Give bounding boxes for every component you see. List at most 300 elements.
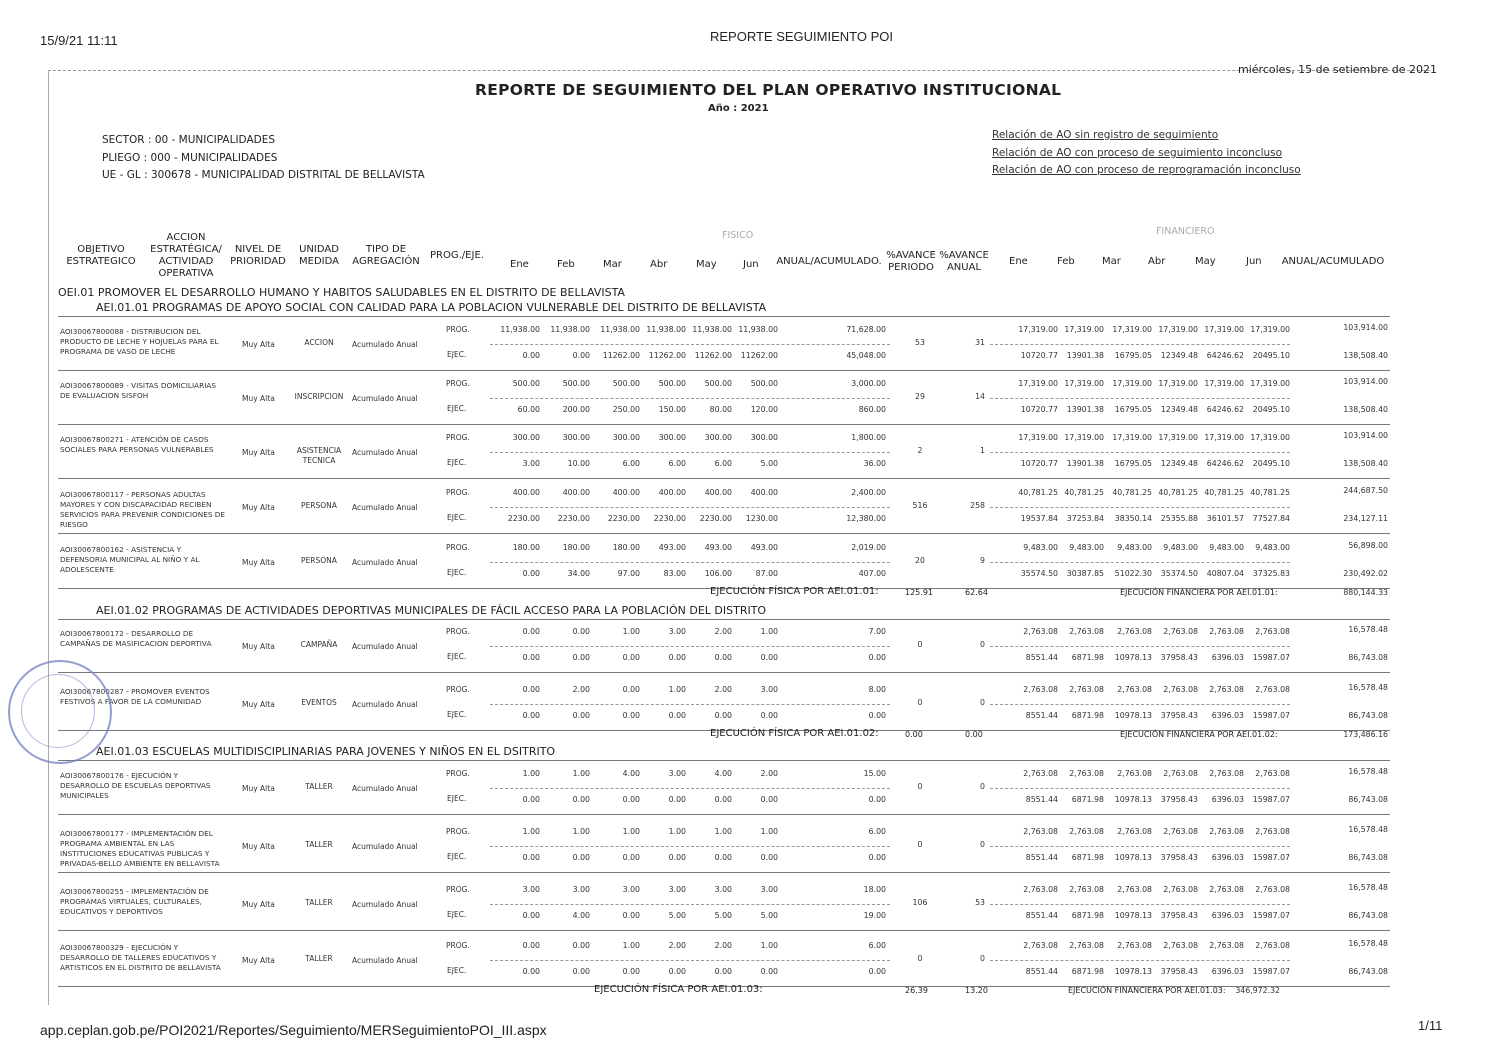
prog-value: 300.00: [562, 433, 590, 442]
prog-total: 1,800.00: [851, 433, 886, 442]
row-divider-financiero: [990, 960, 1290, 961]
fin-prog-total: 16,578.48: [1348, 825, 1388, 834]
aggregation-type: Acumulado Anual: [352, 558, 418, 567]
prog-label: PROG.: [446, 769, 470, 778]
ejec-value: 11262.00: [740, 351, 778, 360]
ejec-value: 250.00: [612, 405, 640, 414]
row-divider-fisico: [490, 562, 890, 563]
month-fisico-mar: Mar: [603, 259, 622, 270]
prog-value: 2.00: [714, 627, 732, 636]
fin-prog-value: 2,763.08: [1255, 885, 1290, 894]
aggregation-type: Acumulado Anual: [352, 956, 418, 965]
prog-value: 180.00: [612, 543, 640, 552]
fin-prog-value: 2,763.08: [1209, 827, 1244, 836]
prog-label: PROG.: [446, 627, 470, 636]
prog-value: 300.00: [750, 433, 778, 442]
fin-prog-total: 16,578.48: [1348, 939, 1388, 948]
ejec-value: 5.00: [668, 911, 686, 920]
prog-value: 500.00: [512, 379, 540, 388]
ejec-value: 0.00: [522, 967, 540, 976]
subtotal-fisico-anual: 13.20: [965, 986, 988, 995]
fin-prog-total: 103,914.00: [1343, 323, 1388, 332]
unit-measure: INSCRIPCION: [294, 392, 344, 401]
ejec-value: 5.00: [714, 911, 732, 920]
fin-ejec-value: 10720.77: [1020, 351, 1058, 360]
row-separator: [58, 424, 1390, 425]
fin-ejec-value: 6871.98: [1071, 911, 1104, 920]
col-avance-anual: %AVANCE ANUAL: [939, 250, 989, 273]
priority-level: Muy Alta: [242, 842, 275, 851]
activity-name: AOI30067800162 - ASISTENCIA Y DEFENSORIA MUNICIPAL AL NIÑO Y AL ADOLESCENTE: [60, 545, 200, 574]
ejec-value: 2230.00: [607, 514, 640, 523]
fin-prog-value: 2,763.08: [1023, 827, 1058, 836]
ejec-value: 0.00: [760, 653, 778, 662]
prog-value: 11,938.00: [600, 325, 640, 334]
ejec-value: 5.00: [760, 459, 778, 468]
prog-value: 11,938.00: [692, 325, 732, 334]
prog-label: PROG.: [446, 433, 470, 442]
col-objetivo: OBJETIVO ESTRATEGICO: [66, 244, 136, 267]
row-divider-fisico: [490, 960, 890, 961]
fin-ejec-total: 86,743.08: [1348, 653, 1388, 662]
fin-ejec-value: 35374.50: [1160, 569, 1198, 578]
report-year: Año : 2021: [708, 103, 769, 114]
fin-prog-value: 2,763.08: [1163, 685, 1198, 694]
prog-value: 3.00: [668, 885, 686, 894]
row-divider-financiero: [990, 398, 1290, 399]
avance-anual: 0: [980, 640, 985, 649]
pliego-info: PLIEGO : 000 - MUNICIPALIDADES: [102, 152, 278, 164]
subtotal-fisico-label: EJECUCIÓN FÍSICA POR AEI.01.03:: [594, 984, 763, 995]
priority-level: Muy Alta: [242, 900, 275, 909]
row-divider-financiero: [990, 562, 1290, 563]
prog-value: 1.00: [714, 827, 732, 836]
col-anual-fisico: ANUAL/ACUMULADO.: [776, 256, 882, 267]
ejec-label: EJEC.: [447, 404, 467, 413]
fin-ejec-value: 12349.48: [1160, 459, 1198, 468]
avance-anual: 0: [980, 698, 985, 707]
ejec-value: 150.00: [658, 405, 686, 414]
ejec-value: 200.00: [562, 405, 590, 414]
avance-anual: 14: [975, 392, 985, 401]
fin-ejec-value: 20495.10: [1252, 405, 1290, 414]
avance-periodo: 0: [917, 782, 923, 791]
aggregation-type: Acumulado Anual: [352, 842, 418, 851]
ejec-value: 3.00: [522, 459, 540, 468]
prog-value: 11,938.00: [738, 325, 778, 334]
prog-value: 400.00: [562, 488, 590, 497]
fin-prog-value: 2,763.08: [1255, 827, 1290, 836]
fin-ejec-value: 16795.05: [1114, 459, 1152, 468]
ue-info: UE - GL : 300678 - MUNICIPALIDAD DISTRITAL DE BELLAVISTA: [102, 169, 425, 181]
fin-prog-value: 17,319.00: [1250, 433, 1290, 442]
prog-value: 1.00: [622, 627, 640, 636]
fin-prog-value: 17,319.00: [1250, 325, 1290, 334]
prog-value: 3.00: [760, 685, 778, 694]
fin-ejec-value: 6396.03: [1211, 853, 1244, 862]
row-separator: [58, 478, 1390, 479]
ejec-value: 83.00: [663, 569, 686, 578]
ejec-value: 0.00: [522, 351, 540, 360]
fin-prog-total: 103,914.00: [1343, 431, 1388, 440]
ejec-label: EJEC.: [447, 966, 467, 975]
col-anual-financiero: ANUAL/ACUMULADO: [1281, 256, 1385, 267]
unit-measure: PERSONA: [301, 556, 337, 565]
fin-prog-value: 2,763.08: [1255, 769, 1290, 778]
month-fisico-jun: Jun: [743, 259, 759, 270]
ejec-value: 87.00: [755, 569, 778, 578]
unit-measure: PERSONA: [301, 501, 337, 510]
ejec-value: 0.00: [668, 795, 686, 804]
fin-ejec-value: 10978.13: [1114, 795, 1152, 804]
prog-value: 4.00: [714, 769, 732, 778]
fin-ejec-value: 10978.13: [1114, 853, 1152, 862]
month-financiero-may: May: [1195, 256, 1216, 267]
report-frame-top: [48, 70, 1430, 71]
ejec-total: 0.00: [868, 853, 886, 862]
prog-value: 3.00: [668, 769, 686, 778]
ejec-value: 0.00: [522, 711, 540, 720]
subtotal-financiero-label: EJECUCIÓN FINANCIERA POR AEI.01.01:: [1120, 588, 1278, 597]
prog-value: 1.00: [572, 827, 590, 836]
ejec-value: 0.00: [760, 967, 778, 976]
fin-prog-value: 40,781.25: [1250, 488, 1290, 497]
fin-ejec-value: 30387.85: [1066, 569, 1104, 578]
fin-prog-total: 56,898.00: [1348, 541, 1388, 550]
avance-periodo: 29: [915, 392, 925, 401]
priority-level: Muy Alta: [242, 558, 275, 567]
subtotal-financiero-label: EJECUCIÓN FINANCIERA POR AEI.01.02:: [1120, 730, 1278, 739]
prog-value: 500.00: [658, 379, 686, 388]
prog-value: 1.00: [572, 769, 590, 778]
sector-info: SECTOR : 00 - MUNICIPALIDADES: [102, 134, 276, 146]
row-divider-financiero: [990, 344, 1290, 345]
report-date: miércoles, 15 de setiembre de 2021: [1238, 63, 1438, 76]
activity-name: AOI30067800089 - VISITAS DOMICILIARIAS DE EVALUACION SISFOH: [60, 381, 216, 400]
ejec-total: 45,048.00: [846, 351, 886, 360]
ejec-value: 0.00: [522, 911, 540, 920]
fin-prog-value: 2,763.08: [1209, 941, 1244, 950]
ejec-value: 0.00: [668, 711, 686, 720]
prog-total: 18.00: [863, 885, 886, 894]
fin-prog-value: 17,319.00: [1158, 379, 1198, 388]
month-fisico-may: May: [696, 259, 717, 270]
prog-label: PROG.: [446, 885, 470, 894]
fin-ejec-total: 86,743.08: [1348, 911, 1388, 920]
unit-measure: TALLER: [305, 898, 333, 907]
ejec-value: 2230.00: [557, 514, 590, 523]
aggregation-type: Acumulado Anual: [352, 784, 418, 793]
prog-value: 400.00: [750, 488, 778, 497]
fin-prog-value: 9,483.00: [1117, 543, 1152, 552]
fin-ejec-value: 37958.43: [1160, 711, 1198, 720]
ejec-value: 0.00: [714, 653, 732, 662]
prog-value: 0.00: [522, 941, 540, 950]
link-ao-reprogramacion-inconcluso[interactable]: Relación de AO con proceso de reprogramación inconcluso: [992, 164, 1301, 176]
prog-label: PROG.: [446, 827, 470, 836]
ejec-value: 0.00: [622, 967, 640, 976]
prog-value: 500.00: [750, 379, 778, 388]
priority-level: Muy Alta: [242, 956, 275, 965]
ejec-total: 0.00: [868, 967, 886, 976]
fin-prog-value: 17,319.00: [1158, 433, 1198, 442]
fin-prog-value: 2,763.08: [1163, 769, 1198, 778]
ejec-label: EJEC.: [447, 513, 467, 522]
row-divider-fisico: [490, 507, 890, 508]
avance-anual: 0: [980, 782, 985, 791]
oei-title: OEI.01 PROMOVER EL DESARROLLO HUMANO Y HABITOS SALUDABLES EN EL DISTRITO DE BELLAVISTA: [58, 286, 625, 299]
fin-ejec-value: 20495.10: [1252, 459, 1290, 468]
fin-ejec-value: 15987.07: [1252, 967, 1290, 976]
ejec-value: 0.00: [714, 853, 732, 862]
fin-prog-value: 2,763.08: [1163, 627, 1198, 636]
fin-prog-total: 16,578.48: [1348, 767, 1388, 776]
ejec-label: EJEC.: [447, 568, 467, 577]
fin-prog-value: 2,763.08: [1163, 941, 1198, 950]
ejec-value: 60.00: [517, 405, 540, 414]
prog-value: 400.00: [704, 488, 732, 497]
row-divider-fisico: [490, 398, 890, 399]
avance-anual: 1: [980, 446, 985, 455]
fin-ejec-value: 6871.98: [1071, 795, 1104, 804]
fin-prog-total: 103,914.00: [1343, 377, 1388, 386]
month-financiero-ene: Ene: [1009, 256, 1028, 267]
prog-value: 1.00: [622, 941, 640, 950]
prog-value: 300.00: [704, 433, 732, 442]
fin-prog-value: 9,483.00: [1163, 543, 1198, 552]
avance-anual: 0: [980, 954, 985, 963]
ejec-value: 11262.00: [694, 351, 732, 360]
fin-ejec-value: 13901.38: [1066, 351, 1104, 360]
prog-value: 1.00: [622, 827, 640, 836]
fin-prog-value: 2,763.08: [1163, 885, 1198, 894]
col-prog-eje: PROG./EJE.: [430, 250, 484, 261]
ejec-value: 0.00: [572, 711, 590, 720]
month-financiero-mar: Mar: [1102, 256, 1121, 267]
fin-ejec-value: 12349.48: [1160, 351, 1198, 360]
prog-label: PROG.: [446, 488, 470, 497]
fin-ejec-value: 37958.43: [1160, 853, 1198, 862]
ejec-label: EJEC.: [447, 350, 467, 359]
fin-ejec-value: 8551.44: [1025, 967, 1058, 976]
fin-ejec-value: 20495.10: [1252, 351, 1290, 360]
ejec-label: EJEC.: [447, 794, 467, 803]
link-ao-sin-registro[interactable]: Relación de AO sin registro de seguimiento: [992, 129, 1219, 141]
ejec-value: 0.00: [714, 711, 732, 720]
prog-total: 8.00: [868, 685, 886, 694]
fin-prog-value: 2,763.08: [1023, 885, 1058, 894]
ejec-value: 0.00: [572, 967, 590, 976]
col-nivel: NIVEL DE PRIORIDAD: [230, 244, 286, 267]
aggregation-type: Acumulado Anual: [352, 700, 418, 709]
unit-measure: ACCION: [304, 338, 334, 347]
prog-value: 2.00: [714, 685, 732, 694]
ejec-value: 0.00: [760, 795, 778, 804]
prog-value: 500.00: [562, 379, 590, 388]
priority-level: Muy Alta: [242, 784, 275, 793]
fin-prog-total: 16,578.48: [1348, 683, 1388, 692]
fin-ejec-total: 230,492.02: [1343, 569, 1388, 578]
subtotal-fisico-label: EJECUCIÓN FÍSICA POR AEI.01.02:: [710, 728, 879, 739]
fin-ejec-total: 86,743.08: [1348, 795, 1388, 804]
report-title: REPORTE DE SEGUIMIENTO DEL PLAN OPERATIVO INSTITUCIONAL: [475, 81, 1062, 99]
fin-prog-value: 2,763.08: [1255, 941, 1290, 950]
fin-prog-value: 40,781.25: [1112, 488, 1152, 497]
fin-ejec-value: 64246.62: [1206, 459, 1244, 468]
prog-value: 400.00: [658, 488, 686, 497]
fin-ejec-value: 6396.03: [1211, 653, 1244, 662]
avance-periodo: 0: [917, 840, 923, 849]
link-ao-seguimiento-inconcluso[interactable]: Relación de AO con proceso de seguimiento inconcluso: [992, 147, 1283, 159]
unit-measure: TALLER: [305, 782, 333, 791]
fin-ejec-value: 37325.83: [1252, 569, 1290, 578]
print-datetime: 15/9/21 11:11: [40, 33, 118, 48]
fin-prog-value: 2,763.08: [1069, 941, 1104, 950]
subtotal-financiero-total: 346,972.32: [1235, 986, 1280, 995]
fin-ejec-value: 8551.44: [1025, 853, 1058, 862]
subtotal-fisico-periodo: 0.00: [905, 730, 923, 739]
fin-prog-value: 17,319.00: [1112, 325, 1152, 334]
priority-level: Muy Alta: [242, 340, 275, 349]
priority-level: Muy Alta: [242, 503, 275, 512]
fin-ejec-value: 10720.77: [1020, 459, 1058, 468]
fin-ejec-value: 8551.44: [1025, 653, 1058, 662]
activity-name: AOI30067800172 - DESARROLLO DE CAMPAÑAS DE MASIFICACION DEPORTIVA: [60, 629, 212, 648]
col-tipo: TIPO DE AGREGACIÓN: [352, 244, 420, 267]
prog-value: 3.00: [622, 885, 640, 894]
prog-value: 0.00: [522, 627, 540, 636]
activity-name: AOI30067800271 - ATENCIÓN DE CASOS SOCIALES PARA PERSONAS VULNERABLES: [60, 435, 214, 454]
month-financiero-abr: Abr: [1148, 256, 1166, 267]
fin-ejec-value: 10978.13: [1114, 967, 1152, 976]
fin-prog-value: 2,763.08: [1069, 885, 1104, 894]
ejec-total: 19.00: [863, 911, 886, 920]
fin-ejec-value: 16795.05: [1114, 405, 1152, 414]
prog-total: 3,000.00: [851, 379, 886, 388]
prog-total: 2,400.00: [851, 488, 886, 497]
fin-prog-value: 17,319.00: [1112, 433, 1152, 442]
month-fisico-ene: Ene: [510, 259, 529, 270]
col-avance-periodo: %AVANCE PERIODO: [886, 250, 936, 273]
fin-ejec-value: 6396.03: [1211, 711, 1244, 720]
avance-periodo: 0: [917, 640, 923, 649]
prog-value: 2.00: [714, 941, 732, 950]
col-group-fisico: FISICO: [722, 230, 754, 241]
ejec-value: 0.00: [522, 653, 540, 662]
aggregation-type: Acumulado Anual: [352, 900, 418, 909]
prog-value: 180.00: [562, 543, 590, 552]
ejec-value: 4.00: [572, 911, 590, 920]
aggregation-type: Acumulado Anual: [352, 448, 418, 457]
ejec-total: 860.00: [858, 405, 886, 414]
row-divider-financiero: [990, 704, 1290, 705]
fin-prog-total: 16,578.48: [1348, 883, 1388, 892]
ejec-total: 0.00: [868, 795, 886, 804]
fin-ejec-value: 38350.14: [1114, 514, 1152, 523]
prog-value: 1.00: [668, 685, 686, 694]
fin-prog-value: 40,781.25: [1204, 488, 1244, 497]
fin-ejec-value: 6871.98: [1071, 853, 1104, 862]
fin-prog-value: 9,483.00: [1023, 543, 1058, 552]
fin-prog-value: 2,763.08: [1117, 627, 1152, 636]
prog-value: 1.00: [760, 827, 778, 836]
ejec-value: 6.00: [668, 459, 686, 468]
unit-measure: TALLER: [305, 840, 333, 849]
prog-value: 11,938.00: [550, 325, 590, 334]
prog-value: 400.00: [612, 488, 640, 497]
aei-title-3: AEI.01.03 ESCUELAS MULTIDISCIPLINARIAS PARA JOVENES Y NIÑOS EN EL DSITRITO: [96, 745, 556, 758]
fin-prog-value: 2,763.08: [1023, 941, 1058, 950]
fin-ejec-value: 51022.30: [1114, 569, 1152, 578]
print-url: app.ceplan.gob.pe/POI2021/Reportes/Seguimiento/MERSeguimientoPOI_III.aspx: [40, 1022, 547, 1038]
prog-total: 15.00: [863, 769, 886, 778]
ejec-value: 0.00: [572, 795, 590, 804]
print-page-number: 1/11: [1418, 1018, 1443, 1033]
fin-ejec-value: 6396.03: [1211, 911, 1244, 920]
fin-prog-value: 2,763.08: [1209, 685, 1244, 694]
prog-value: 3.00: [760, 885, 778, 894]
ejec-value: 0.00: [714, 967, 732, 976]
fin-ejec-value: 6396.03: [1211, 967, 1244, 976]
ejec-value: 120.00: [750, 405, 778, 414]
fin-prog-value: 17,319.00: [1064, 325, 1104, 334]
fin-ejec-value: 64246.62: [1206, 351, 1244, 360]
fin-prog-value: 40,781.25: [1158, 488, 1198, 497]
row-divider-fisico: [490, 704, 890, 705]
aei-title-1: AEI.01.01 PROGRAMAS DE APOYO SOCIAL CON CALIDAD PARA LA POBLACION VULNERABLE DEL DISTRITO DE BELLAVISTA: [96, 301, 767, 314]
subtotal-financiero-label: EJECUCIÓN FINANCIERA POR AEI.01.03:: [1068, 986, 1226, 995]
ejec-label: EJEC.: [447, 652, 467, 661]
fin-ejec-value: 19537.84: [1020, 514, 1058, 523]
prog-label: PROG.: [446, 379, 470, 388]
fin-prog-value: 2,763.08: [1069, 685, 1104, 694]
prog-value: 2.00: [760, 769, 778, 778]
ejec-value: 0.00: [572, 653, 590, 662]
activity-name: AOI30067800329 - EJECUCIÓN Y DESARROLLO DE TALLERES EDUCATIVOS Y ARTISTICOS EN EL DISTRITO DE BELLAVISTA: [60, 943, 221, 972]
ejec-value: 34.00: [567, 569, 590, 578]
ejec-value: 0.00: [760, 853, 778, 862]
fin-ejec-value: 15987.07: [1252, 795, 1290, 804]
fin-prog-value: 2,763.08: [1117, 685, 1152, 694]
ejec-label: EJEC.: [447, 458, 467, 467]
row-separator: [58, 370, 1390, 371]
report-frame-left: [48, 70, 49, 1005]
prog-value: 3.00: [572, 885, 590, 894]
avance-periodo: 0: [917, 698, 923, 707]
ejec-value: 80.00: [709, 405, 732, 414]
row-divider-financiero: [990, 452, 1290, 453]
fin-ejec-total: 86,743.08: [1348, 967, 1388, 976]
activity-name: AOI30067800255 - IMPLEMENTACIÓN DE PROGRAMAS VIRTUALES, CULTURALES, EDUCATIVOS Y DEPORTIVOS: [60, 887, 209, 916]
prog-total: 6.00: [868, 827, 886, 836]
prog-value: 3.00: [668, 627, 686, 636]
prog-value: 300.00: [512, 433, 540, 442]
fin-ejec-value: 10978.13: [1114, 653, 1152, 662]
subtotal-fisico-periodo: 26.39: [905, 986, 928, 995]
ejec-label: EJEC.: [447, 910, 467, 919]
ejec-value: 11262.00: [602, 351, 640, 360]
fin-ejec-value: 13901.38: [1066, 459, 1104, 468]
col-group-financiero: FINANCIERO: [1156, 226, 1215, 237]
activity-name: AOI30067800176 - EJECUCIÓN Y DESARROLLO DE ESCUELAS DEPORTIVAS MUNICIPALES: [60, 771, 211, 800]
prog-value: 1.00: [760, 941, 778, 950]
fin-ejec-value: 10720.77: [1020, 405, 1058, 414]
fin-ejec-value: 6871.98: [1071, 653, 1104, 662]
fin-prog-value: 2,763.08: [1163, 827, 1198, 836]
fin-ejec-value: 6871.98: [1071, 967, 1104, 976]
fin-prog-value: 17,319.00: [1204, 379, 1244, 388]
priority-level: Muy Alta: [242, 448, 275, 457]
